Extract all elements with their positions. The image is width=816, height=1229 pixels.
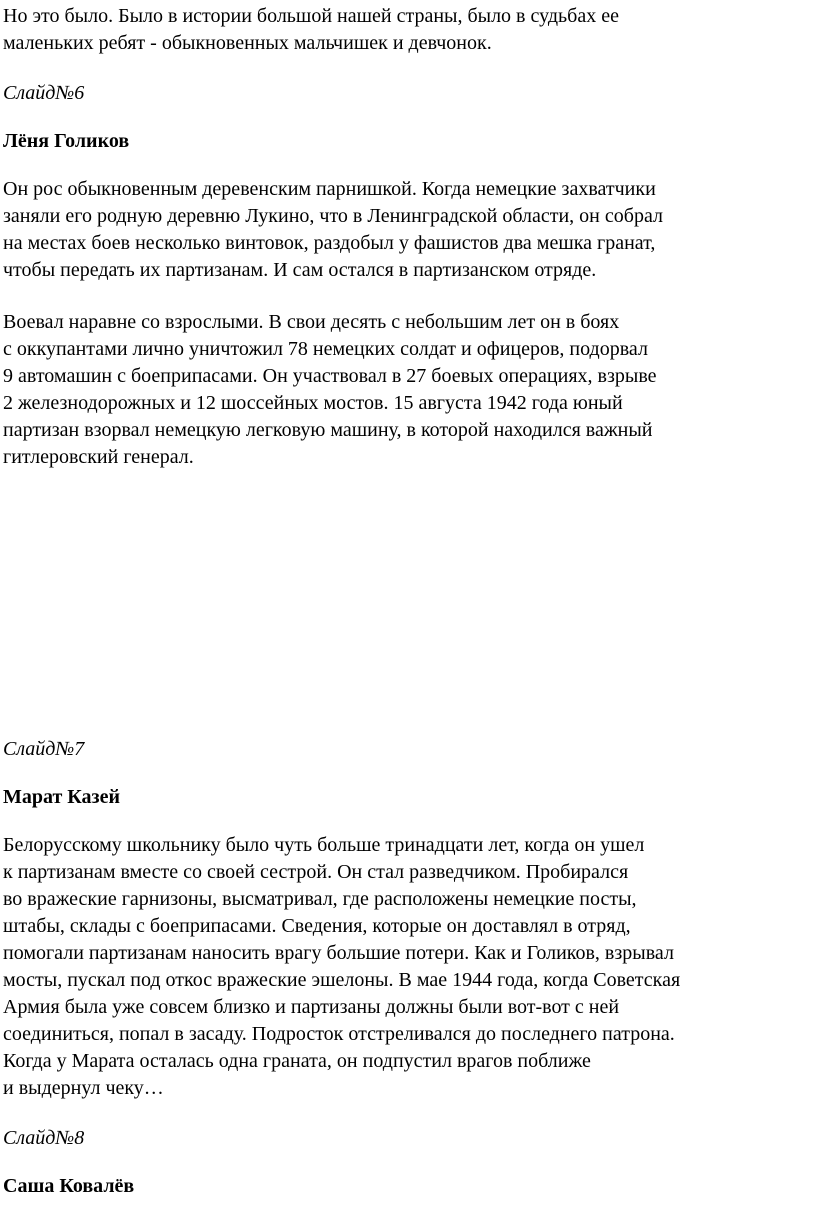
paragraph-line: на местах боев несколько винтовок, раздобыл у фашистов два мешка гранат, [3,232,656,254]
paragraph-line: заняли его родную деревню Лукино, что в Ленинградской области, он собрал [3,205,663,227]
slide-label: Слайд№6 [3,82,85,104]
paragraph-line: во вражеские гарнизоны, высматривал, где расположены немецкие посты, [3,888,637,910]
paragraph-line: и выдернул чеку… [3,1077,164,1099]
paragraph-line: Когда у Марата осталась одна граната, он подпустил врагов поближе [3,1050,591,1072]
paragraph-line: Армия была уже совсем близко и партизаны должны были вот-вот с ней [3,996,620,1018]
slide-label: Слайд№8 [3,1127,85,1149]
person-name-heading: Саша Ковалёв [3,1175,135,1197]
paragraph-line: Воевал наравне со взрослыми. В свои десять с небольшим лет он в боях [3,311,620,333]
slide-label: Слайд№7 [3,738,85,760]
paragraph-line: чтобы передать их партизанам. И сам остался в партизанском отряде. [3,259,597,281]
paragraph-line: с оккупантами лично уничтожил 78 немецких солдат и офицеров, подорвал [3,338,648,360]
paragraph-line: 9 автомашин с боеприпасами. Он участвовал в 27 боевых операциях, взрыве [3,365,657,387]
paragraph-line: помогали партизанам наносить врагу большие потери. Как и Голиков, взрывал [3,942,674,964]
paragraph-line: соединиться, попал в засаду. Подросток отстреливался до последнего патрона. [3,1023,675,1045]
paragraph-line: партизан взорвал немецкую легковую машину, в которой находился важный [3,419,653,441]
paragraph-line: Он рос обыкновенным деревенским парнишкой. Когда немецкие захватчики [3,178,656,200]
intro-line: маленьких ребят - обыкновенных мальчишек и девчонок. [3,32,492,54]
intro-line: Но это было. Было в истории большой нашей страны, было в судьбах ее [3,5,619,27]
paragraph-line: 2 железнодорожных и 12 шоссейных мостов. 15 августа 1942 года юный [3,392,623,414]
paragraph-line: мосты, пускал под откос вражеские эшелоны. В мае 1944 года, когда Советская [3,969,681,991]
person-name-heading: Марат Казей [3,786,120,808]
paragraph-line: штабы, склады с боеприпасами. Сведения, которые он доставлял в отряд, [3,915,631,937]
paragraph-line: Белорусскому школьнику было чуть больше тринадцати лет, когда он ушел [3,834,645,856]
paragraph-line: гитлеровский генерал. [3,446,194,468]
person-name-heading: Лёня Голиков [3,130,130,152]
paragraph-line: к партизанам вместе со своей сестрой. Он стал разведчиком. Пробирался [3,861,629,883]
